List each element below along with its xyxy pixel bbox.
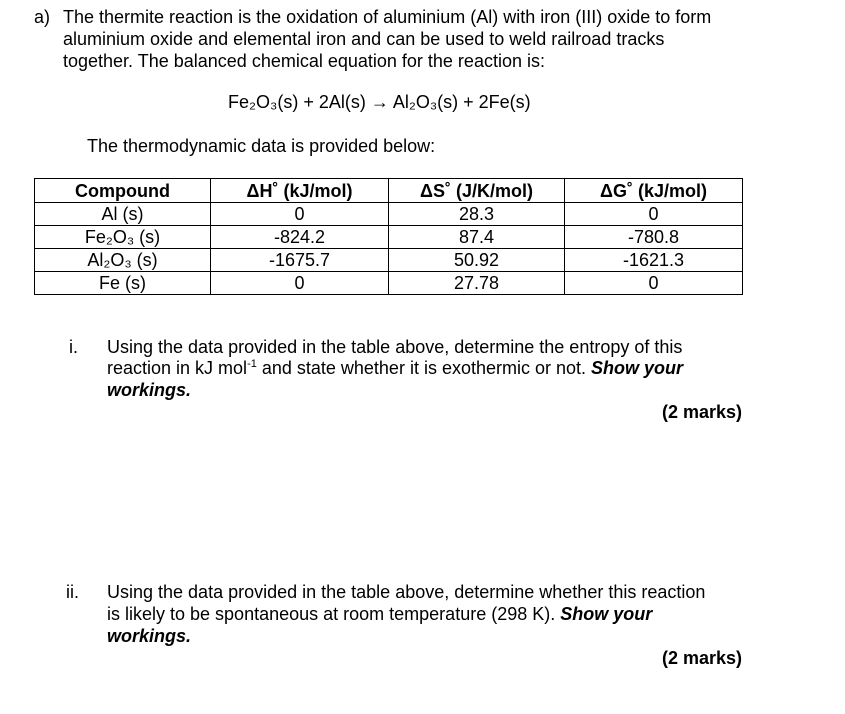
table-cell: -1621.3 bbox=[565, 249, 743, 272]
table-cell: 87.4 bbox=[389, 226, 565, 249]
table-cell: 0 bbox=[211, 203, 389, 226]
table-row bbox=[35, 272, 743, 295]
table-cell: 27.78 bbox=[389, 272, 565, 295]
question-1-line-3: workings. bbox=[107, 380, 192, 400]
question-2-line-3: workings. bbox=[107, 626, 192, 646]
table-cell: 50.92 bbox=[389, 249, 565, 272]
question-2-text: is likely to be spontaneous at room temperature (298 K). bbox=[107, 604, 561, 624]
intro-line-1: The thermite reaction is the oxidation of aluminium (Al) with iron (III) oxide to form bbox=[63, 7, 712, 27]
question-1-number: i. bbox=[69, 337, 78, 357]
header-compound: Compound bbox=[35, 179, 211, 203]
table-cell: 0 bbox=[565, 203, 743, 226]
table-cell: -780.8 bbox=[565, 226, 743, 249]
table-cell: Fe₂O₃ (s) bbox=[35, 226, 211, 249]
table-row bbox=[35, 226, 743, 249]
table-header-row bbox=[35, 179, 743, 203]
thermodynamic-table bbox=[34, 178, 743, 295]
table-cell: 0 bbox=[211, 272, 389, 295]
header-entropy: ΔS˚ (J/K/mol) bbox=[389, 179, 565, 203]
header-gibbs: ΔG˚ (kJ/mol) bbox=[565, 179, 743, 203]
table-row bbox=[35, 203, 743, 226]
chemical-equation: Fe₂O₃(s) + 2Al(s) → Al₂O₃(s) + 2Fe(s) bbox=[228, 92, 531, 112]
table-cell: 0 bbox=[565, 272, 743, 295]
question-1-line-2 bbox=[107, 357, 683, 379]
table-cell: Fe (s) bbox=[35, 272, 211, 295]
header-enthalpy: ΔH˚ (kJ/mol) bbox=[211, 179, 389, 203]
question-2-marks: (2 marks) bbox=[661, 648, 742, 668]
data-intro: The thermodynamic data is provided below: bbox=[87, 136, 436, 156]
table-cell: -1675.7 bbox=[211, 249, 389, 272]
question-1-text: reaction in kJ mol bbox=[107, 358, 248, 378]
question-2-line-2 bbox=[107, 603, 652, 625]
question-1-superscript: -1 bbox=[247, 358, 257, 370]
table-cell: 28.3 bbox=[389, 203, 565, 226]
intro-line-3: together. The balanced chemical equation for the reaction is: bbox=[63, 51, 545, 71]
table-cell: Al (s) bbox=[35, 203, 211, 226]
question-1-marks: (2 marks) bbox=[661, 402, 742, 422]
question-1-line-1: Using the data provided in the table above, determine the entropy of this bbox=[107, 337, 683, 357]
intro-line-2: aluminium oxide and elemental iron and can be used to weld railroad tracks bbox=[63, 29, 665, 49]
question-1-emphasis: Show your bbox=[591, 358, 684, 378]
question-2-emphasis: Show your bbox=[560, 604, 653, 624]
table-cell: Al₂O₃ (s) bbox=[35, 249, 211, 272]
question-2-number: ii. bbox=[66, 582, 79, 602]
table-row bbox=[35, 249, 743, 272]
question-2-line-1: Using the data provided in the table above, determine whether this reaction bbox=[107, 582, 706, 602]
question-1-text-cont: and state whether it is exothermic or not. bbox=[256, 358, 592, 378]
table-cell: -824.2 bbox=[211, 226, 389, 249]
part-label: a) bbox=[34, 7, 51, 27]
